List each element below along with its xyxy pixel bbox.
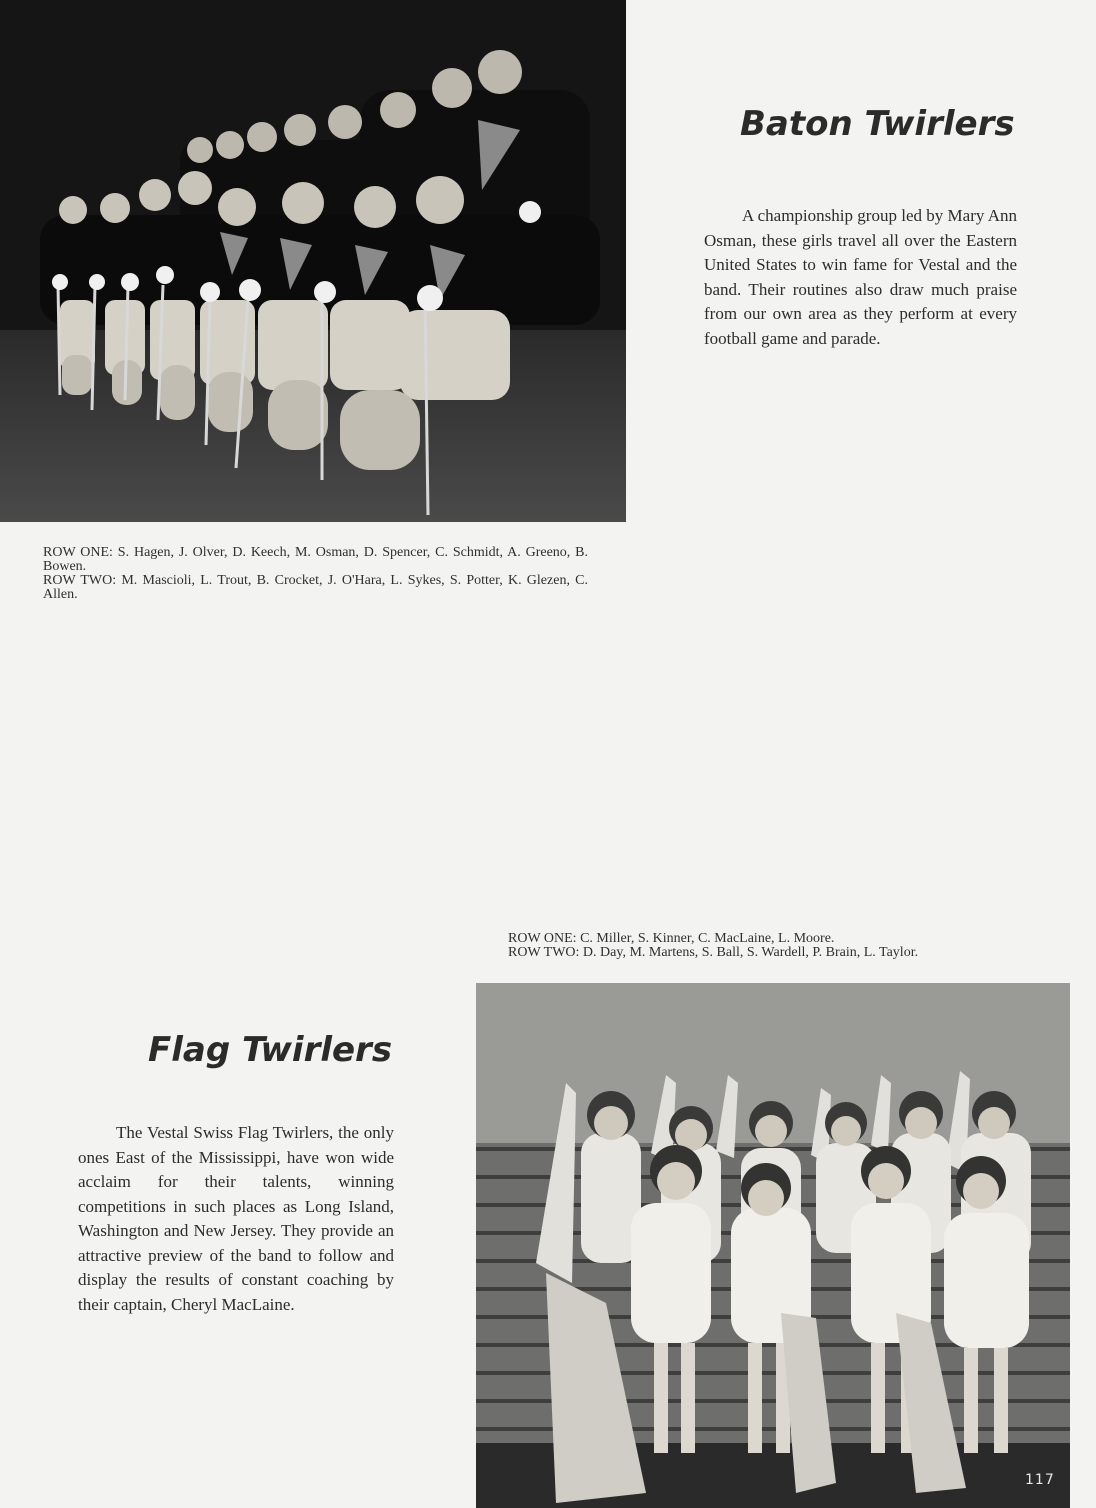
baton-twirlers-caption bbox=[43, 546, 588, 602]
baton-caption-row-one: ROW ONE: S. Hagen, J. Olver, D. Keech, M. Osman, D. Spencer, C. Schmidt, A. Greeno, B. Bowen. bbox=[43, 545, 588, 574]
flag-twirlers-description bbox=[78, 1121, 394, 1317]
flag-twirlers-title: Flag Twirlers bbox=[148, 1030, 393, 1070]
baton-caption-row-two: ROW TWO: M. Mascioli, L. Trout, B. Crocket, J. O'Hara, L. Sykes, S. Potter, K. Glezen, C. Allen. bbox=[43, 573, 588, 602]
flag-twirlers-photo bbox=[476, 983, 1070, 1508]
baton-twirlers-title: Baton Twirlers bbox=[740, 104, 1015, 144]
baton-description-paragraph: A championship group led by Mary Ann Osman, these girls travel all over the Eastern United States to win fame for Vestal and the band. Their routines also draw much praise from our own area as they perform at every football game and parade. bbox=[704, 206, 1017, 348]
baton-twirlers-photo bbox=[0, 0, 626, 522]
baton-twirlers-description bbox=[704, 204, 1017, 351]
page-number: 117 bbox=[1025, 1472, 1055, 1488]
flag-description-paragraph: The Vestal Swiss Flag Twirlers, the only ones East of the Mississippi, have won wide acclaim for their talents, winning competitions in such places as Long Island, Washington and New Jersey. They provide an attractive preview of the band to follow and display the results of constant coaching by their captain, Cheryl MacLaine. bbox=[78, 1123, 394, 1314]
flag-caption-row-two: ROW TWO: D. Day, M. Martens, S. Ball, S. Wardell, P. Brain, L. Taylor. bbox=[508, 945, 919, 960]
flag-caption-row-one: ROW ONE: C. Miller, S. Kinner, C. MacLaine, L. Moore. bbox=[508, 931, 835, 946]
flag-twirlers-caption bbox=[508, 932, 918, 960]
